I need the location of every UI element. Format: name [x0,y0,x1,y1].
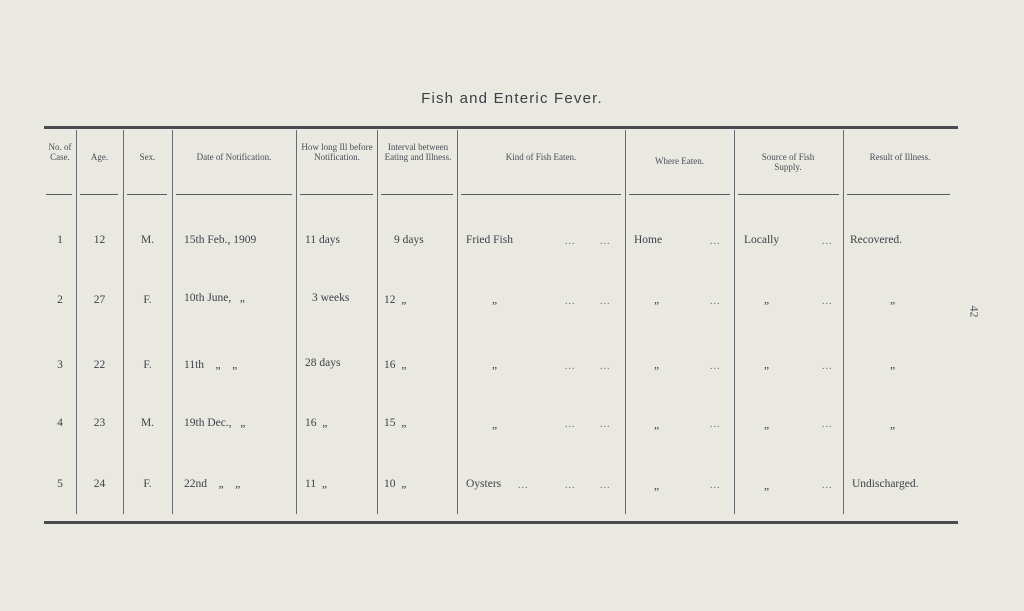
cell-how-long: 3 weeks [312,292,350,304]
cell-case-no: 4 [57,417,63,429]
column-divider [296,130,297,514]
header-where: Where Eaten. [655,156,704,166]
header-underline [127,194,167,195]
cell-result: Undischarged. [852,478,919,490]
cell-kind: „ [492,419,498,431]
cell-kind: „ [492,294,498,306]
cell-interval: 10 „ [384,478,407,490]
header-underline [300,194,373,195]
header-underline [46,194,72,195]
cell-sex: F. [143,294,152,306]
header-kind: Kind of Fish Eaten. [505,152,577,162]
cell-source: „ [764,419,770,431]
cell-source: „ [764,359,770,371]
column-divider [172,130,173,514]
header-interval: Interval between Eating and Illness. [384,142,452,162]
dot-leader: ... [600,419,611,430]
cell-where: „ [654,359,660,371]
header-underline [381,194,453,195]
dot-leader: ... [822,419,833,430]
dot-leader: ... [710,480,721,491]
cell-age: 24 [93,478,106,490]
page-title: Fish and Enteric Fever. [421,90,603,107]
cell-how-long: 28 days [305,357,341,369]
dot-leader: ... [822,361,833,372]
column-divider [377,130,378,514]
cell-date: 11th „ „ [184,359,238,371]
header-underline [461,194,621,195]
header-date: Date of Notification. [196,152,272,162]
cell-result: „ [890,359,896,371]
cell-sex: F. [143,478,152,490]
dot-leader: ... [822,480,833,491]
cell-kind: „ [492,359,498,371]
header-sex: Sex. [139,152,156,162]
header-underline [176,194,292,195]
dot-leader: ... [600,361,611,372]
cell-how-long: 11 „ [305,478,327,490]
cell-source: „ [764,294,770,306]
cell-how-long: 11 days [305,234,341,246]
page-number: 42 [967,305,982,318]
dot-leader: ... [565,480,576,491]
cell-where: „ [654,480,660,492]
column-divider [457,130,458,514]
cell-age: 22 [93,359,106,371]
dot-leader: ... [710,419,721,430]
cell-age: 27 [93,294,106,306]
dot-leader: ... [822,236,833,247]
cell-how-long: 16 „ [305,417,328,429]
dot-leader: ... [710,361,721,372]
column-divider [123,130,124,514]
dot-leader: ... [565,419,576,430]
cell-date: 15th Feb., 1909 [184,234,257,246]
header-case-no: No. of Case. [48,142,72,162]
header-underline [847,194,950,195]
cell-date: 22nd „ „ [184,478,241,490]
header-underline [629,194,730,195]
column-divider [625,130,626,514]
header-underline [80,194,118,195]
cell-case-no: 2 [57,294,63,306]
dot-leader: ... [710,236,721,247]
column-divider [734,130,735,514]
cell-sex: M. [140,417,155,429]
header-result: Result of Illness. [869,152,931,162]
dot-leader: ... [518,480,529,491]
dot-leader: ... [565,236,576,247]
cell-date: 19th Dec., „ [184,417,246,429]
column-divider [76,130,77,514]
cell-case-no: 1 [57,234,63,246]
bottom-rule [44,521,958,524]
cell-source: „ [764,480,770,492]
top-rule [44,126,958,129]
cell-sex: F. [143,359,152,371]
cell-source: Locally [744,234,780,246]
cell-interval: 16 „ [384,359,407,371]
header-underline [738,194,839,195]
dot-leader: ... [565,361,576,372]
cell-case-no: 5 [57,478,63,490]
dot-leader: ... [565,296,576,307]
cell-where: Home [634,234,663,246]
cell-interval: 15 „ [384,417,407,429]
dot-leader: ... [822,296,833,307]
cell-kind: Fried Fish [466,234,513,246]
cell-sex: M. [140,234,155,246]
cell-result: Recovered. [850,234,903,246]
dot-leader: ... [600,480,611,491]
cell-result: „ [890,294,896,306]
cell-where: „ [654,294,660,306]
cell-interval: 12 „ [384,294,407,306]
cell-interval: 9 days [394,234,424,246]
dot-leader: ... [600,296,611,307]
cell-age: 23 [93,417,106,429]
header-how-long: How long Ill before Notification. [301,142,373,162]
cell-age: 12 [93,234,106,246]
dot-leader: ... [600,236,611,247]
column-divider [843,130,844,514]
cell-date: 10th June, „ [184,292,246,304]
cell-result: „ [890,419,896,431]
cell-kind: Oysters [466,478,502,490]
cell-case-no: 3 [57,359,63,371]
header-age: Age. [90,152,109,162]
dot-leader: ... [710,296,721,307]
header-source: Source of Fish Supply. [761,152,815,172]
cell-where: „ [654,419,660,431]
